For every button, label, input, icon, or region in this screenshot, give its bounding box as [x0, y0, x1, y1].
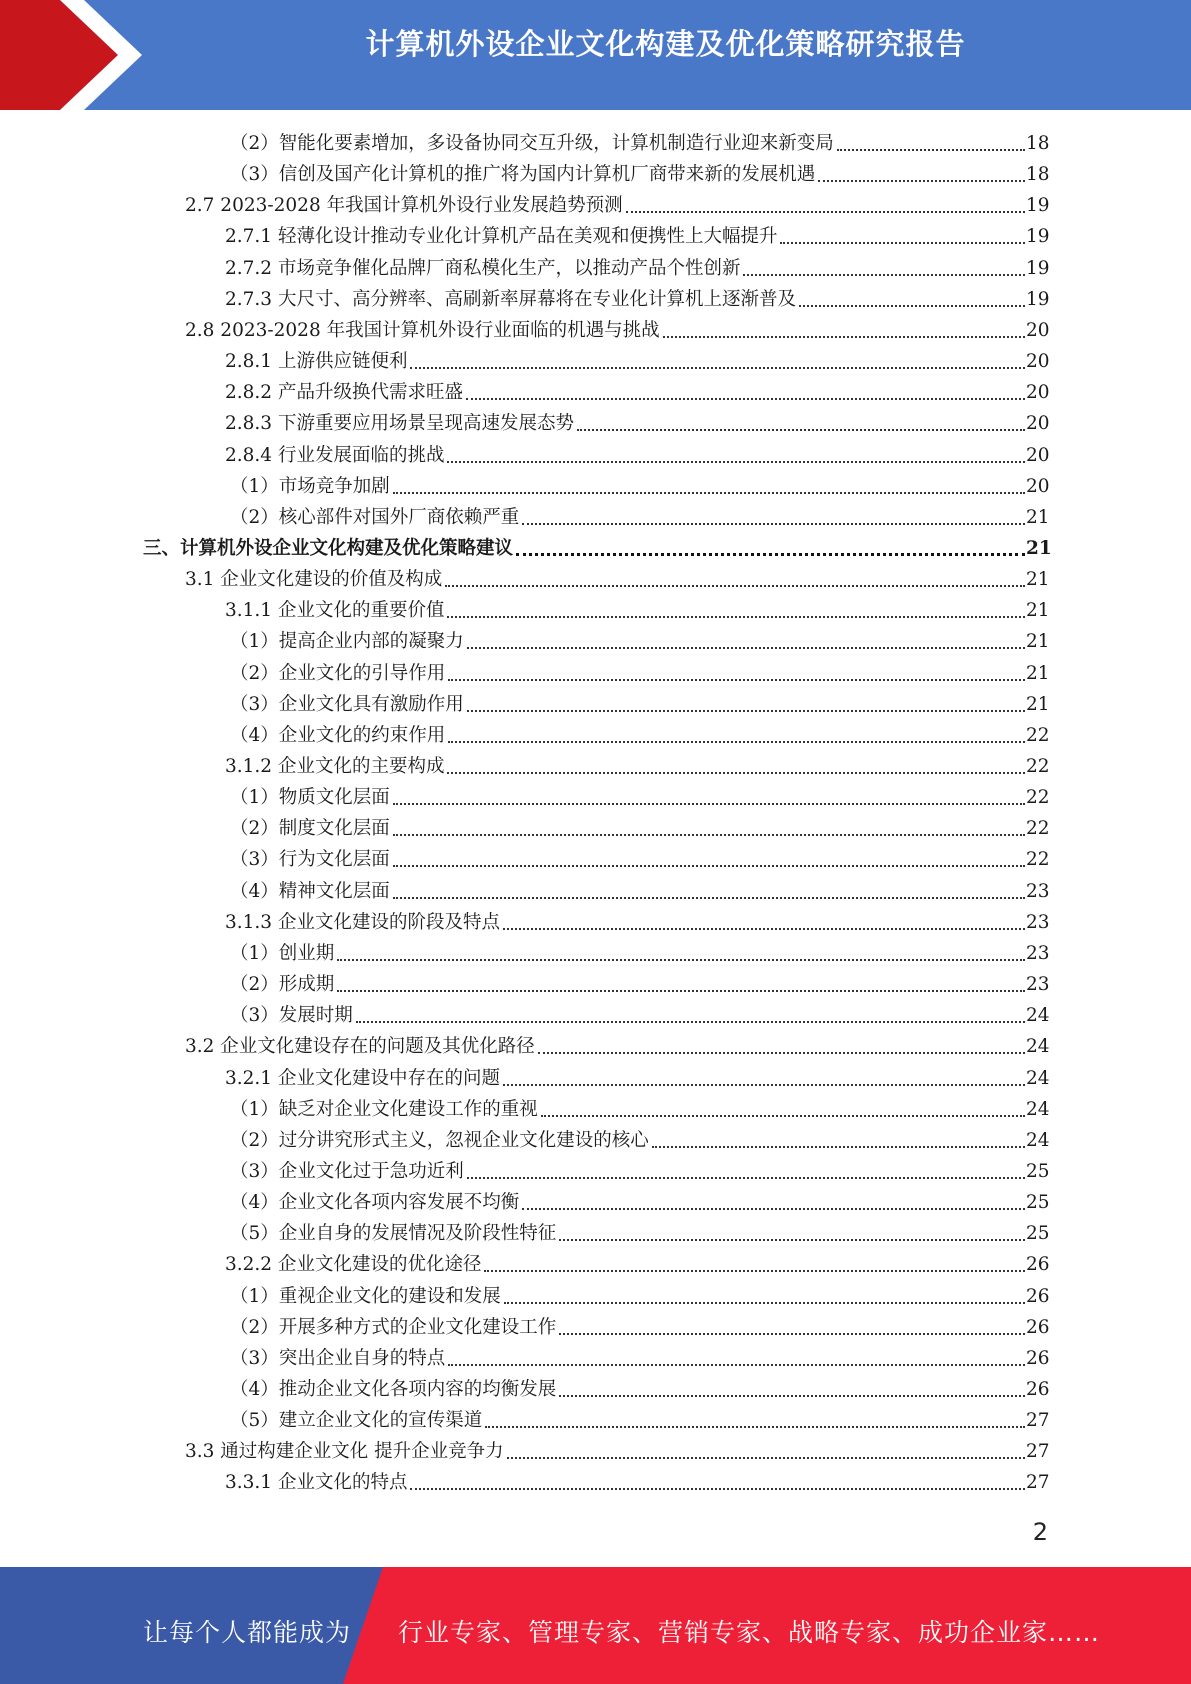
toc-entry-page: 26	[1026, 1316, 1050, 1338]
toc-entry-page: 22	[1026, 724, 1050, 746]
toc-entry-page: 24	[1026, 1036, 1050, 1058]
toc-entry-page: 21	[1026, 693, 1050, 715]
toc-entry-page: 22	[1026, 818, 1050, 840]
toc-entry-label: （2）智能化要素增加，多设备协同交互升级，计算机制造行业迎来新变局	[230, 133, 834, 154]
toc-entry[interactable]	[0, 344, 1191, 375]
toc-dot-leader	[464, 380, 1025, 406]
toc-entry-page: 20	[1026, 413, 1050, 435]
toc-entry[interactable]	[0, 157, 1191, 188]
toc-entry[interactable]	[0, 1341, 1191, 1372]
toc-dot-leader	[514, 536, 1025, 562]
toc-entry-label: （4）企业文化各项内容发展不均衡	[230, 1192, 520, 1214]
toc-dot-leader	[391, 785, 1025, 811]
toc-entry-label: 2.8 2023-2028 年我国计算机外设行业面临的机遇与挑战	[185, 319, 660, 341]
toc-entry-label: （3）企业文化具有激励作用	[230, 693, 464, 715]
toc-entry[interactable]	[0, 967, 1191, 998]
toc-entry-page: 23	[1026, 911, 1050, 933]
toc-entry[interactable]	[0, 500, 1191, 531]
toc-entry-label: （3）信创及国产化计算机的推广将为国内计算机厂商带来新的发展机遇	[230, 164, 816, 186]
toc-entry-label: 3.2.2 企业文化建设的优化途径	[225, 1254, 482, 1276]
toc-dot-leader	[575, 411, 1025, 437]
toc-dot-leader	[465, 629, 1025, 655]
toc-dot-leader	[483, 1408, 1025, 1434]
toc-entry[interactable]	[0, 1061, 1191, 1092]
toc-entry[interactable]	[0, 593, 1191, 624]
toc-entry-label: 3.1 企业文化建设的价值及构成	[185, 569, 443, 591]
toc-entry-page: 22	[1026, 849, 1050, 871]
toc-dot-leader	[650, 1128, 1025, 1154]
toc-entry-page: 20	[1026, 444, 1050, 466]
footer-slogan-left: 让每个人都能成为	[143, 1618, 352, 1647]
toc-entry-page: 21	[1026, 631, 1050, 653]
toc-entry-label: （2）开展多种方式的企业文化建设工作	[230, 1316, 557, 1338]
toc-entry-page: 25	[1026, 1192, 1050, 1214]
toc-dot-leader	[482, 1252, 1025, 1278]
toc-entry-label: （4）精神文化层面	[230, 880, 390, 902]
toc-entry-label: 2.8.2 产品升级换代需求旺盛	[225, 382, 463, 404]
toc-entry[interactable]	[0, 1403, 1191, 1434]
toc-entry[interactable]	[0, 282, 1191, 313]
toc-entry-label: （1）市场竞争加剧	[230, 475, 390, 497]
toc-dot-leader	[501, 1066, 1025, 1092]
toc-dot-leader	[797, 287, 1025, 313]
toc-entry-label: 2.7.2 市场竞争催化品牌厂商私模化生产，以推动产品个性创新	[225, 257, 741, 279]
toc-entry-label: （4）推动企业文化各项内容的均衡发展	[230, 1379, 557, 1400]
toc-entry-page: 18	[1026, 164, 1050, 186]
toc-entry-label: 3.1.1 企业文化的重要价值	[225, 600, 445, 622]
toc-entry-page: 20	[1026, 351, 1050, 373]
toc-entry-label: 2.7.1 轻薄化设计推动专业化计算机产品在美观和便携性上大幅提升	[225, 226, 778, 248]
toc-entry[interactable]	[0, 1279, 1191, 1310]
toc-dot-leader	[446, 1346, 1025, 1372]
toc-entry[interactable]	[0, 1372, 1191, 1403]
toc-entry-label: （4）企业文化的约束作用	[230, 724, 446, 746]
toc-entry-label: 2.7 2023-2028 年我国计算机外设行业发展趋势预测	[185, 195, 623, 217]
toc-dot-leader	[465, 1159, 1025, 1185]
toc-entry-page: 25	[1026, 1160, 1050, 1182]
toc-dot-leader	[391, 816, 1025, 842]
toc-dot-leader	[539, 1097, 1025, 1123]
toc-dot-leader	[505, 1439, 1025, 1465]
page-number: 2	[1032, 1518, 1048, 1546]
toc-dot-leader	[501, 910, 1025, 936]
footer-slogan-right: 行业专家、管理专家、营销专家、战略专家、成功企业家……	[398, 1618, 1101, 1647]
toc-dot-leader	[335, 972, 1025, 998]
toc-entry-label: （3）发展时期	[230, 1005, 353, 1027]
toc-entry-label: 3.3 通过构建企业文化 提升企业竞争力	[185, 1441, 504, 1463]
toc-entry[interactable]	[0, 936, 1191, 967]
toc-entry[interactable]	[0, 998, 1191, 1029]
toc-entry[interactable]	[0, 406, 1191, 437]
toc-entry[interactable]	[0, 1216, 1191, 1247]
toc-entry-page: 22	[1026, 787, 1050, 809]
toc-entry[interactable]	[0, 749, 1191, 780]
toc-entry[interactable]	[0, 126, 1191, 157]
toc-entry-page: 25	[1026, 1223, 1050, 1245]
toc-entry-page: 18	[1026, 133, 1050, 154]
toc-entry-page: 20	[1026, 319, 1050, 341]
toc-entry-label: 3.1.2 企业文化的主要构成	[225, 756, 445, 777]
toc-entry[interactable]	[0, 438, 1191, 469]
toc-entry-page: 27	[1026, 1441, 1050, 1463]
toc-entry-label: （5）建立企业文化的宣传渠道	[230, 1410, 483, 1432]
toc-dot-leader	[391, 879, 1025, 905]
toc-entry-page: 22	[1026, 756, 1050, 777]
toc-dot-leader	[624, 193, 1025, 219]
toc-dot-leader	[778, 224, 1025, 250]
toc-entry[interactable]	[0, 656, 1191, 687]
toc-dot-leader	[408, 1470, 1025, 1496]
toc-entry[interactable]	[0, 624, 1191, 655]
toc-entry-page: 23	[1026, 880, 1050, 902]
toc-entry-label: 3.3.1 企业文化的特点	[225, 1472, 408, 1494]
toc-entry-page: 19	[1026, 226, 1050, 248]
toc-entry[interactable]	[0, 1029, 1191, 1060]
toc-entry-label: （1）创业期	[230, 942, 335, 964]
toc-entry-page: 26	[1026, 1285, 1050, 1307]
toc-dot-leader	[536, 1034, 1025, 1060]
toc-dot-leader	[445, 754, 1025, 780]
toc-entry-page: 24	[1026, 1098, 1050, 1120]
toc-dot-leader	[443, 567, 1025, 593]
toc-entry-label: （3）突出企业自身的特点	[230, 1347, 446, 1369]
toc-dot-leader	[445, 443, 1025, 469]
toc-entry-page: 19	[1026, 257, 1050, 279]
toc-entry-page: 24	[1026, 1067, 1050, 1089]
toc-entry[interactable]	[0, 1247, 1191, 1278]
toc-dot-leader	[446, 723, 1025, 749]
toc-dot-leader	[408, 349, 1025, 375]
toc-entry[interactable]	[0, 1310, 1191, 1341]
toc-dot-leader	[354, 1003, 1025, 1029]
toc-dot-leader	[446, 661, 1025, 687]
toc-dot-leader	[520, 505, 1025, 531]
toc-entry-page: 27	[1026, 1472, 1050, 1494]
toc-entry-page: 21	[1026, 506, 1050, 528]
toc-entry[interactable]	[0, 251, 1191, 282]
toc-entry-page: 21	[1026, 569, 1050, 591]
toc-entry-label: （1）缺乏对企业文化建设工作的重视	[230, 1098, 538, 1120]
toc-entry-page: 21	[1026, 537, 1052, 559]
toc-entry[interactable]	[0, 718, 1191, 749]
toc-entry[interactable]	[0, 1465, 1191, 1496]
toc-entry[interactable]	[0, 1154, 1191, 1185]
toc-dot-leader	[816, 162, 1025, 188]
toc-entry-label: （5）企业自身的发展情况及阶段性特征	[230, 1223, 557, 1245]
toc-entry[interactable]	[0, 811, 1191, 842]
toc-dot-leader	[391, 474, 1025, 500]
toc-entry[interactable]	[0, 1123, 1191, 1154]
toc-dot-leader	[445, 598, 1025, 624]
toc-entry-label: 三、计算机外设企业文化构建及优化策略建议	[143, 537, 514, 559]
toc-entry-page: 20	[1026, 382, 1050, 404]
toc-entry-page: 26	[1026, 1347, 1050, 1369]
toc-entry-label: 2.8.4 行业发展面临的挑战	[225, 444, 445, 466]
toc-entry-page: 26	[1026, 1379, 1050, 1400]
toc-entry[interactable]	[0, 905, 1191, 936]
toc-entry-label: 3.2.1 企业文化建设中存在的问题	[225, 1067, 500, 1089]
toc-entry-page: 19	[1026, 195, 1050, 217]
toc-entry-label: （1）提高企业内部的凝聚力	[230, 631, 464, 653]
toc-entry[interactable]	[0, 531, 1191, 562]
toc-entry[interactable]	[0, 687, 1191, 718]
toc-dot-leader	[465, 692, 1025, 718]
toc-dot-leader	[391, 847, 1025, 873]
toc-entry[interactable]	[0, 219, 1191, 250]
toc-entry-label: （1）物质文化层面	[230, 787, 390, 809]
toc-entry-label: （2）企业文化的引导作用	[230, 662, 446, 684]
toc-dot-leader	[557, 1377, 1025, 1403]
toc-entry[interactable]	[0, 313, 1191, 344]
toc-entry-page: 21	[1026, 600, 1050, 622]
toc-entry-page: 19	[1026, 288, 1050, 310]
header-title: 计算机外设企业文化构建及优化策略研究报告	[365, 27, 966, 61]
toc-dot-leader	[557, 1221, 1025, 1247]
toc-dot-leader	[661, 318, 1025, 344]
toc-entry-page: 24	[1026, 1129, 1050, 1151]
toc-dot-leader	[502, 1284, 1025, 1310]
toc-dot-leader	[335, 941, 1025, 967]
toc-entry-label: 3.2 企业文化建设存在的问题及其优化路径	[185, 1036, 535, 1058]
page-header	[0, 0, 1191, 110]
toc-entry-label: 2.8.3 下游重要应用场景呈现高速发展态势	[225, 413, 574, 435]
toc-entry[interactable]	[0, 188, 1191, 219]
toc-entry[interactable]	[0, 562, 1191, 593]
toc-entry-page: 27	[1026, 1410, 1050, 1432]
toc-entry-label: （2）形成期	[230, 974, 335, 996]
toc-entry-page: 26	[1026, 1254, 1050, 1276]
toc-entry-label: （2）过分讲究形式主义，忽视企业文化建设的核心	[230, 1129, 649, 1151]
toc-entry[interactable]	[0, 780, 1191, 811]
toc-entry[interactable]	[0, 842, 1191, 873]
toc-dot-leader	[557, 1315, 1025, 1341]
toc-entry-label: （2）核心部件对国外厂商依赖严重	[230, 506, 520, 528]
toc-entry-label: 2.8.1 上游供应链便利	[225, 351, 408, 373]
toc-entry[interactable]	[0, 1434, 1191, 1465]
toc-entry[interactable]	[0, 1185, 1191, 1216]
toc-entry-page: 20	[1026, 475, 1050, 497]
toc-entry[interactable]	[0, 874, 1191, 905]
toc-entry-label: （2）制度文化层面	[230, 818, 390, 840]
header-chevron-graphic	[0, 0, 160, 110]
toc-entry-page: 23	[1026, 974, 1050, 996]
toc-dot-leader	[520, 1190, 1025, 1216]
toc-entry-label: （3）企业文化过于急功近利	[230, 1160, 464, 1182]
toc-entry[interactable]	[0, 469, 1191, 500]
toc-dot-leader	[741, 256, 1025, 282]
toc-entry[interactable]	[0, 375, 1191, 406]
toc-entry-page: 21	[1026, 662, 1050, 684]
toc-entry-label: （1）重视企业文化的建设和发展	[230, 1285, 501, 1307]
toc-entry-label: （3）行为文化层面	[230, 849, 390, 871]
toc-entry-label: 3.1.3 企业文化建设的阶段及特点	[225, 911, 500, 933]
toc-entry-label: 2.7.3 大尺寸、高分辨率、高刷新率屏幕将在专业化计算机上逐渐普及	[225, 288, 796, 310]
toc-entry[interactable]	[0, 1092, 1191, 1123]
toc-dot-leader	[835, 131, 1025, 157]
toc-entry-page: 23	[1026, 942, 1050, 964]
toc-entry-page: 24	[1026, 1005, 1050, 1027]
